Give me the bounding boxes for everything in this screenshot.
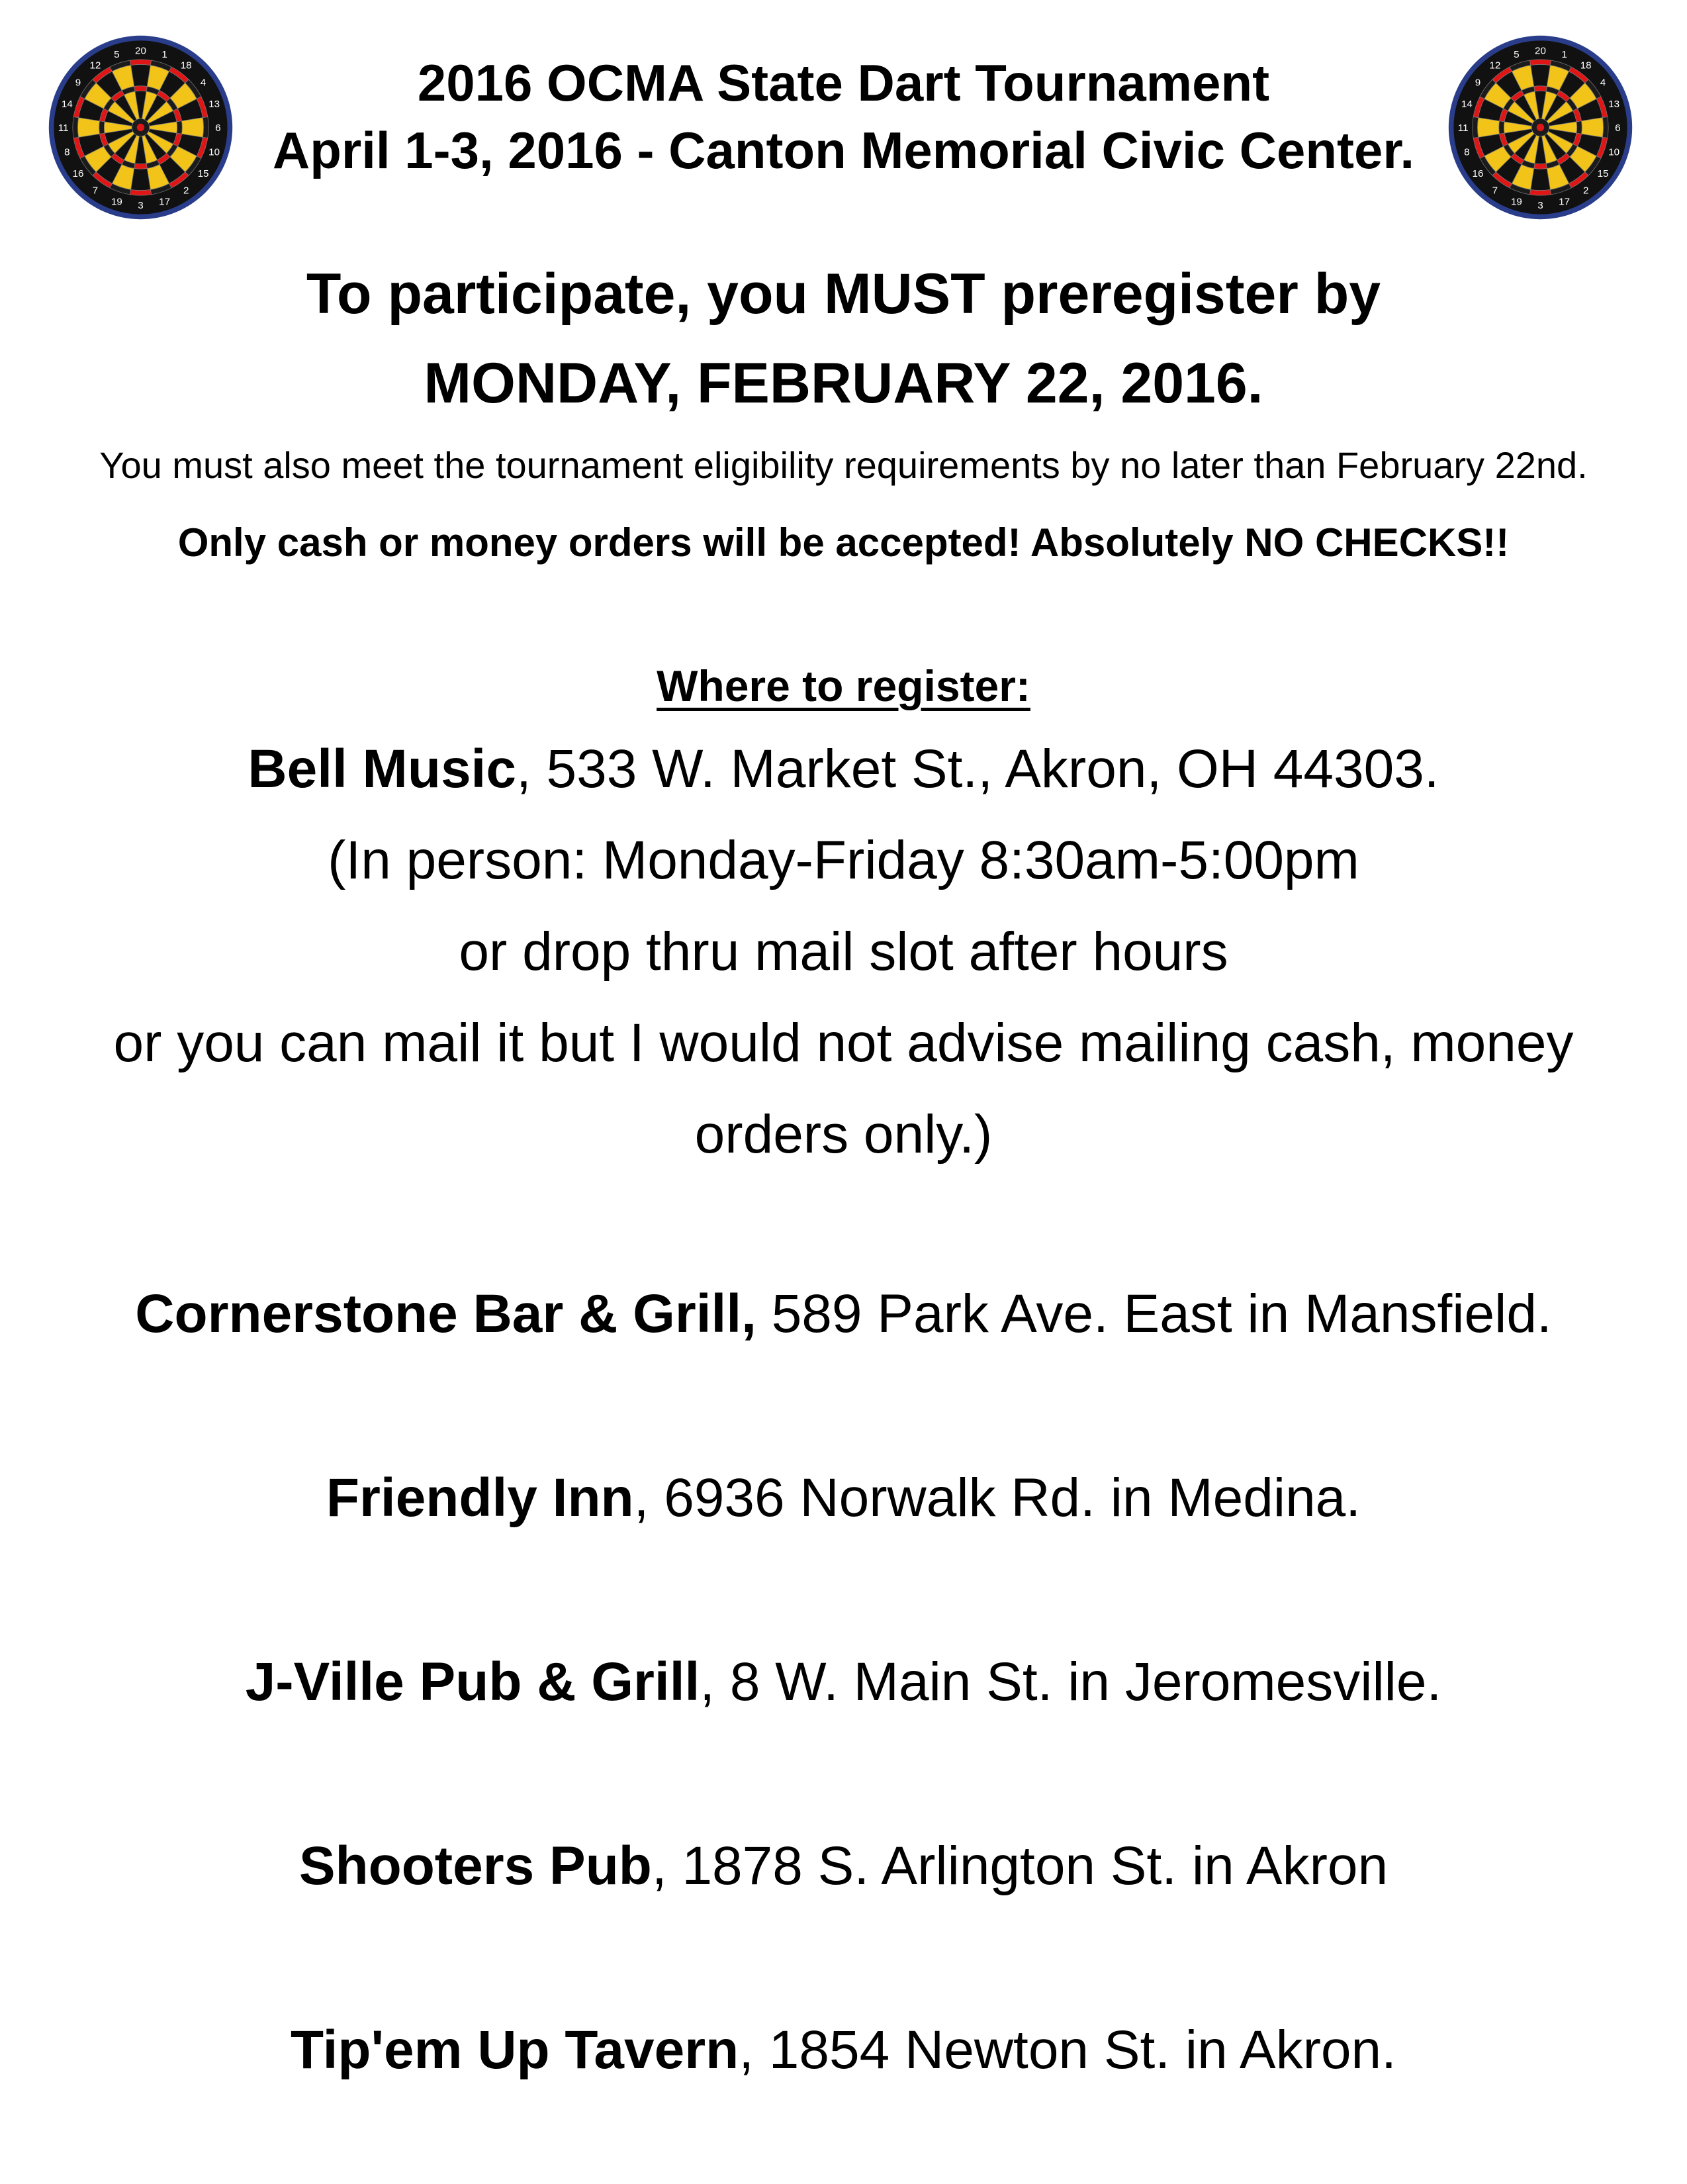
svg-text:9: 9 <box>1475 77 1481 89</box>
svg-text:9: 9 <box>75 77 81 89</box>
svg-text:14: 14 <box>61 99 73 111</box>
svg-text:7: 7 <box>92 185 99 197</box>
svg-text:8: 8 <box>1464 146 1470 158</box>
svg-text:12: 12 <box>1489 60 1501 71</box>
svg-text:1: 1 <box>161 49 167 61</box>
bell-hours: (In person: Monday-Friday 8:30am-5:00pm <box>328 830 1359 890</box>
location-address: , 1878 S. Arlington St. in Akron <box>651 1836 1389 1896</box>
svg-text:3: 3 <box>1537 200 1543 212</box>
svg-text:19: 19 <box>111 196 122 208</box>
svg-text:16: 16 <box>1472 167 1484 179</box>
svg-text:15: 15 <box>197 167 209 179</box>
svg-text:7: 7 <box>1492 185 1498 197</box>
svg-text:6: 6 <box>215 122 221 134</box>
location-address: , 6936 Norwalk Rd. in Medina. <box>633 1468 1361 1528</box>
svg-text:4: 4 <box>200 77 206 89</box>
location-j-ville <box>0 1651 1687 1713</box>
bell-mail-slot: or drop thru mail slot after hours <box>459 922 1228 982</box>
svg-text:10: 10 <box>1608 146 1620 158</box>
svg-text:5: 5 <box>1514 49 1520 61</box>
svg-text:16: 16 <box>72 167 84 179</box>
location-shooters <box>0 1835 1687 1897</box>
location-address: , 1854 Newton St. in Akron. <box>739 2020 1396 2080</box>
svg-text:5: 5 <box>114 49 120 61</box>
svg-text:13: 13 <box>208 99 220 111</box>
location-name: Bell Music <box>248 739 516 799</box>
svg-text:20: 20 <box>1535 45 1546 57</box>
svg-text:14: 14 <box>1461 99 1473 111</box>
bell-mail-advice: or you can mail it but I would not advise mailing cash, money <box>113 1013 1574 1073</box>
svg-text:8: 8 <box>64 146 70 158</box>
location-address: , 8 W. Main St. in Jeromesville. <box>700 1652 1442 1712</box>
location-name: Friendly Inn <box>326 1468 634 1528</box>
svg-text:1: 1 <box>1561 49 1567 61</box>
svg-text:3: 3 <box>138 200 144 212</box>
svg-text:11: 11 <box>1457 122 1469 134</box>
location-cornerstone <box>0 1283 1687 1345</box>
location-name: Cornerstone Bar & Grill, <box>135 1284 756 1344</box>
preregister-line: To participate, you MUST preregister by <box>306 262 1381 326</box>
register-heading: Where to register: <box>657 661 1030 710</box>
location-tipem-up <box>0 2019 1687 2081</box>
svg-text:19: 19 <box>1510 196 1522 208</box>
deadline-date: MONDAY, FEBRUARY 22, 2016. <box>424 352 1263 415</box>
location-address: , 533 W. Market St., Akron, OH 44303. <box>516 739 1439 799</box>
svg-text:6: 6 <box>1615 122 1621 134</box>
title-line-1: 2016 OCMA State Dart Tournament <box>417 54 1270 112</box>
location-friendly-inn <box>0 1467 1687 1529</box>
svg-text:15: 15 <box>1597 167 1609 179</box>
svg-text:2: 2 <box>1582 185 1589 197</box>
svg-text:17: 17 <box>1559 196 1571 208</box>
eligibility-note: You must also meet the tournament eligibility requirements by no later than February 22nd. <box>99 444 1588 486</box>
svg-text:13: 13 <box>1608 99 1620 111</box>
location-name: Tip'em Up Tavern <box>291 2020 739 2080</box>
svg-text:20: 20 <box>135 45 146 57</box>
bell-mail-advice-end: orders only.) <box>694 1104 993 1164</box>
payment-note: Only cash or money orders will be accepted! Absolutely NO CHECKS!! <box>177 520 1510 565</box>
svg-text:17: 17 <box>159 196 171 208</box>
svg-text:4: 4 <box>1600 77 1606 89</box>
svg-text:18: 18 <box>180 60 192 71</box>
location-name: Shooters Pub <box>298 1836 652 1896</box>
svg-text:10: 10 <box>208 146 220 158</box>
svg-text:11: 11 <box>58 122 69 134</box>
location-address: 589 Park Ave. East in Mansfield. <box>756 1284 1552 1344</box>
svg-text:2: 2 <box>183 185 189 197</box>
location-bell-music <box>0 738 1687 800</box>
location-name: J-Ville Pub & Grill <box>245 1652 700 1712</box>
svg-text:12: 12 <box>89 60 101 71</box>
title-line-2: April 1-3, 2016 - Canton Memorial Civic Center. <box>272 121 1415 179</box>
svg-text:18: 18 <box>1580 60 1592 71</box>
